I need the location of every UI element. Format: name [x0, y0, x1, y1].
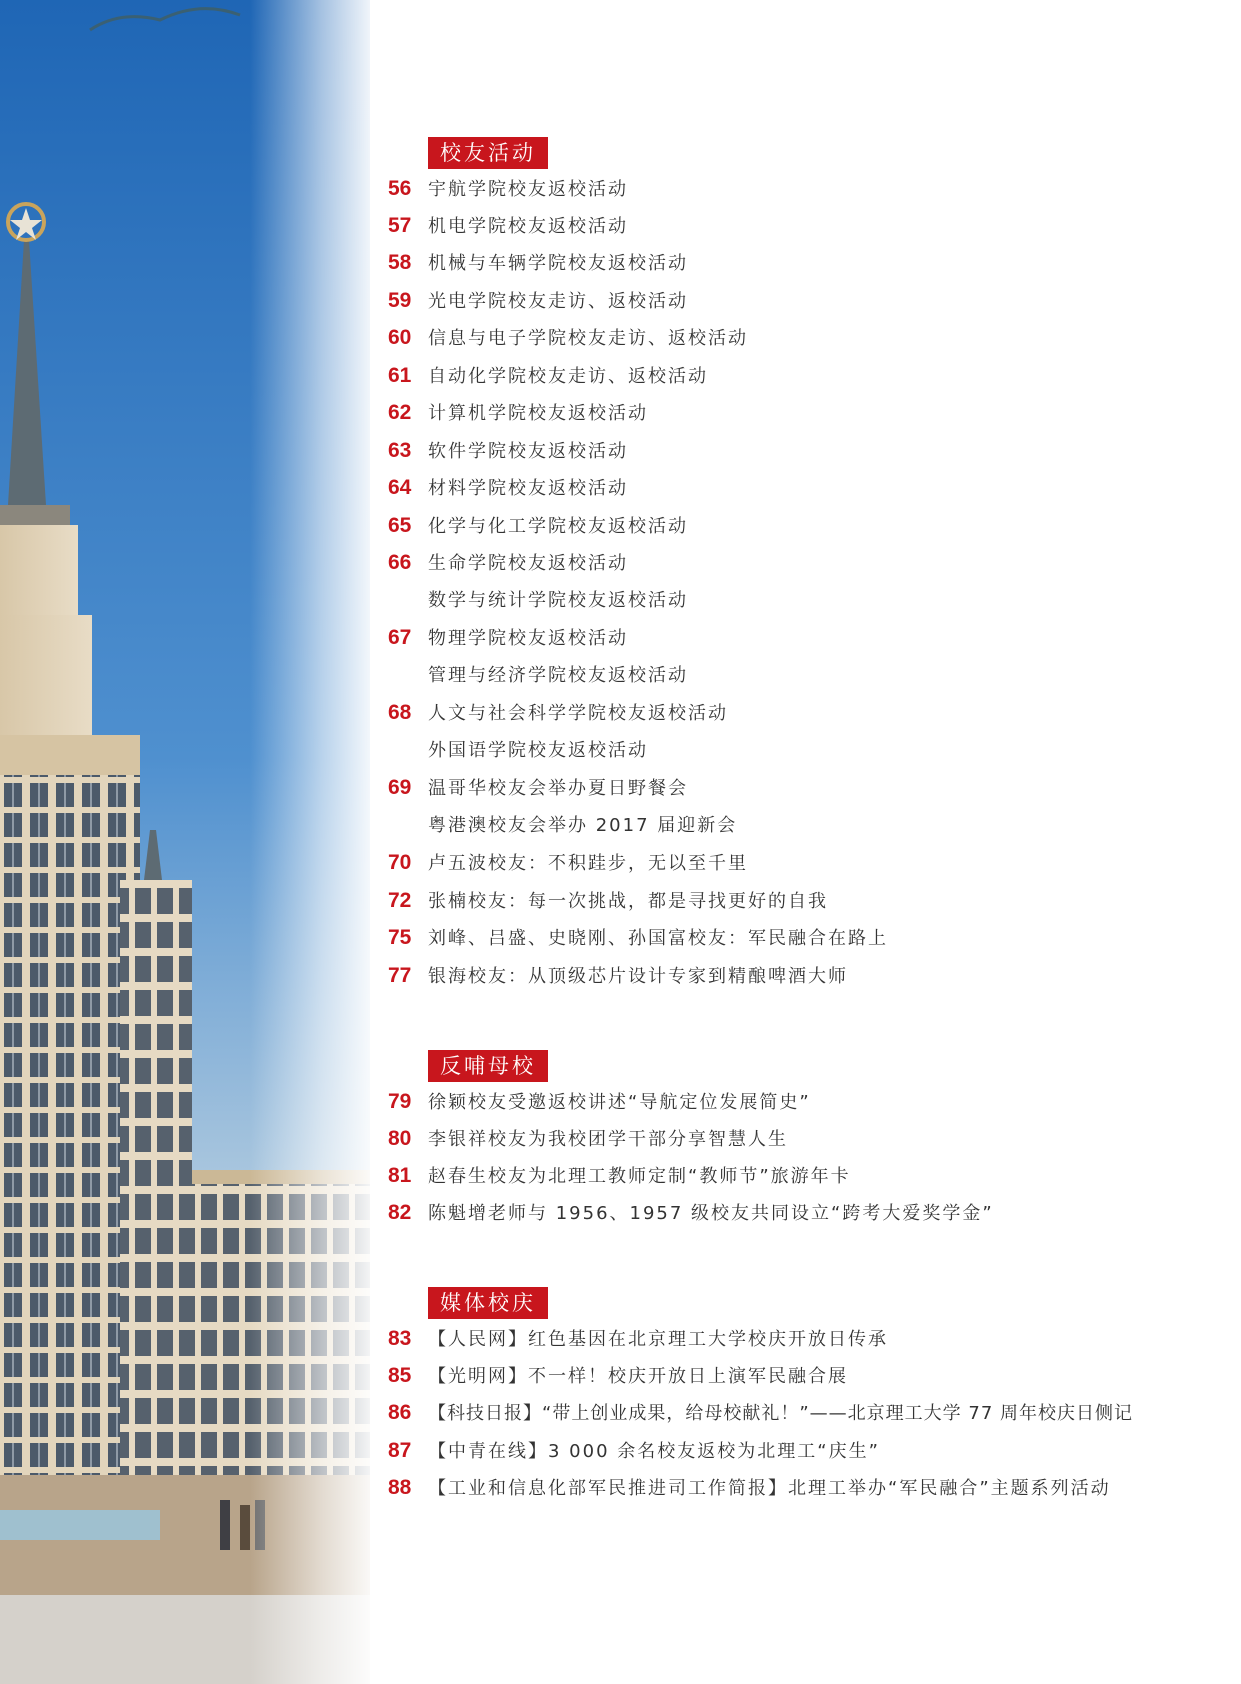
entry-title: 光电学院校友走访、返校活动: [428, 291, 688, 312]
toc-entry[interactable]: [388, 323, 748, 353]
section-heading-media-coverage: 媒体校庆: [428, 1287, 548, 1319]
entry-title: 宇航学院校友返校活动: [428, 179, 628, 200]
toc-entry[interactable]: [388, 1361, 848, 1391]
page-number: 61: [388, 364, 412, 387]
page-number: 64: [388, 476, 412, 499]
page-number: 57: [388, 214, 412, 237]
toc-entry[interactable]: [388, 361, 708, 391]
page-number: 88: [388, 1476, 412, 1499]
entry-title: 计算机学院校友返校活动: [428, 403, 648, 424]
page-number: 67: [388, 626, 412, 649]
page-number: 70: [388, 851, 412, 874]
entry-title: 张楠校友：每一次挑战，都是寻找更好的自我: [428, 891, 828, 912]
toc-entry[interactable]: [388, 1324, 888, 1354]
toc-entry[interactable]: [388, 248, 688, 278]
toc-entry[interactable]: [388, 398, 648, 428]
entry-title: 银海校友：从顶级芯片设计专家到精酿啤酒大师: [428, 966, 848, 987]
page-number: 80: [388, 1127, 412, 1150]
toc-entry[interactable]: [388, 511, 688, 541]
toc-entry[interactable]: [388, 623, 628, 653]
entry-title: 【光明网】不一样！校庆开放日上演军民融合展: [428, 1366, 848, 1387]
image-fade-overlay: [250, 0, 380, 1684]
toc-entry[interactable]: [388, 1087, 811, 1117]
page-number: 82: [388, 1201, 412, 1224]
entry-title: 【中青在线】3 000 余名校友返校为北理工“庆生”: [428, 1441, 880, 1462]
page-number: 77: [388, 964, 412, 987]
entry-title: 【科技日报】“带上创业成果，给母校献礼！”——北京理工大学 77 周年校庆日侧记: [428, 1403, 1133, 1424]
toc-entry[interactable]: [388, 1124, 788, 1154]
entry-title: 粤港澳校友会举办 2017 届迎新会: [428, 815, 738, 836]
page-number: 68: [388, 701, 412, 724]
toc-entry[interactable]: [388, 174, 628, 204]
toc-entry[interactable]: [388, 286, 688, 316]
toc-entry[interactable]: [388, 961, 848, 991]
page-number: 56: [388, 177, 412, 200]
page-number: 75: [388, 926, 412, 949]
entry-title: 【人民网】红色基因在北京理工大学校庆开放日传承: [428, 1329, 888, 1350]
toc-entry[interactable]: [388, 473, 628, 503]
entry-title: 生命学院校友返校活动: [428, 553, 628, 574]
toc-entry[interactable]: [388, 661, 688, 691]
toc-entry[interactable]: [388, 698, 728, 728]
entry-title: 刘峰、吕盛、史晓刚、孙国富校友：军民融合在路上: [428, 928, 888, 949]
entry-title: 化学与化工学院校友返校活动: [428, 516, 688, 537]
page-number: 79: [388, 1090, 412, 1113]
section-heading-giving-back: 反哺母校: [428, 1050, 548, 1082]
page-number: 59: [388, 289, 412, 312]
page-number: 63: [388, 439, 412, 462]
entry-title: 李银祥校友为我校团学干部分享智慧人生: [428, 1129, 788, 1150]
page-number: 60: [388, 326, 412, 349]
toc-entry[interactable]: [388, 773, 688, 803]
section-heading-alumni-activities: 校友活动: [428, 137, 548, 169]
page-number: 66: [388, 551, 412, 574]
entry-title: 陈魁增老师与 1956、1957 级校友共同设立“跨考大爱奖学金”: [428, 1203, 994, 1224]
toc-entry[interactable]: [388, 548, 628, 578]
entry-title: 软件学院校友返校活动: [428, 441, 628, 462]
toc-entry[interactable]: [388, 886, 828, 916]
page-number: 81: [388, 1164, 412, 1187]
entry-title: 徐颖校友受邀返校讲述“导航定位发展简史”: [428, 1092, 811, 1113]
toc-entry[interactable]: [388, 1398, 1133, 1428]
page-number: 58: [388, 251, 412, 274]
entry-title: 温哥华校友会举办夏日野餐会: [428, 778, 688, 799]
entry-title: 管理与经济学院校友返校活动: [428, 665, 688, 686]
page-number: 83: [388, 1327, 412, 1350]
page-number: 72: [388, 889, 412, 912]
toc-entry[interactable]: [388, 1161, 851, 1191]
page-number: 65: [388, 514, 412, 537]
toc-entry[interactable]: [388, 848, 748, 878]
page-number: 85: [388, 1364, 412, 1387]
entry-title: 赵春生校友为北理工教师定制“教师节”旅游年卡: [428, 1166, 851, 1187]
toc-entry[interactable]: [388, 811, 737, 841]
entry-title: 机械与车辆学院校友返校活动: [428, 253, 688, 274]
entry-title: 物理学院校友返校活动: [428, 628, 628, 649]
toc-entry[interactable]: [388, 436, 628, 466]
toc-entry[interactable]: [388, 1473, 1111, 1503]
toc-entry[interactable]: [388, 211, 628, 241]
entry-title: 机电学院校友返校活动: [428, 216, 628, 237]
entry-title: 数学与统计学院校友返校活动: [428, 590, 688, 611]
toc-entry[interactable]: [388, 923, 888, 953]
page-number: 86: [388, 1401, 412, 1424]
entry-title: 信息与电子学院校友走访、返校活动: [428, 328, 748, 349]
page-number: 62: [388, 401, 412, 424]
entry-title: 材料学院校友返校活动: [428, 478, 628, 499]
entry-title: 【工业和信息化部军民推进司工作简报】北理工举办“军民融合”主题系列活动: [428, 1478, 1111, 1499]
toc-entry[interactable]: [388, 1198, 994, 1228]
entry-title: 卢五波校友：不积跬步，无以至千里: [428, 853, 748, 874]
entry-title: 外国语学院校友返校活动: [428, 740, 648, 761]
toc-entry[interactable]: [388, 586, 688, 616]
page-number: 69: [388, 776, 412, 799]
page-number: 87: [388, 1439, 412, 1462]
toc-entry[interactable]: [388, 736, 648, 766]
entry-title: 自动化学院校友走访、返校活动: [428, 366, 708, 387]
entry-title: 人文与社会科学学院校友返校活动: [428, 703, 728, 724]
toc-entry[interactable]: [388, 1436, 880, 1466]
